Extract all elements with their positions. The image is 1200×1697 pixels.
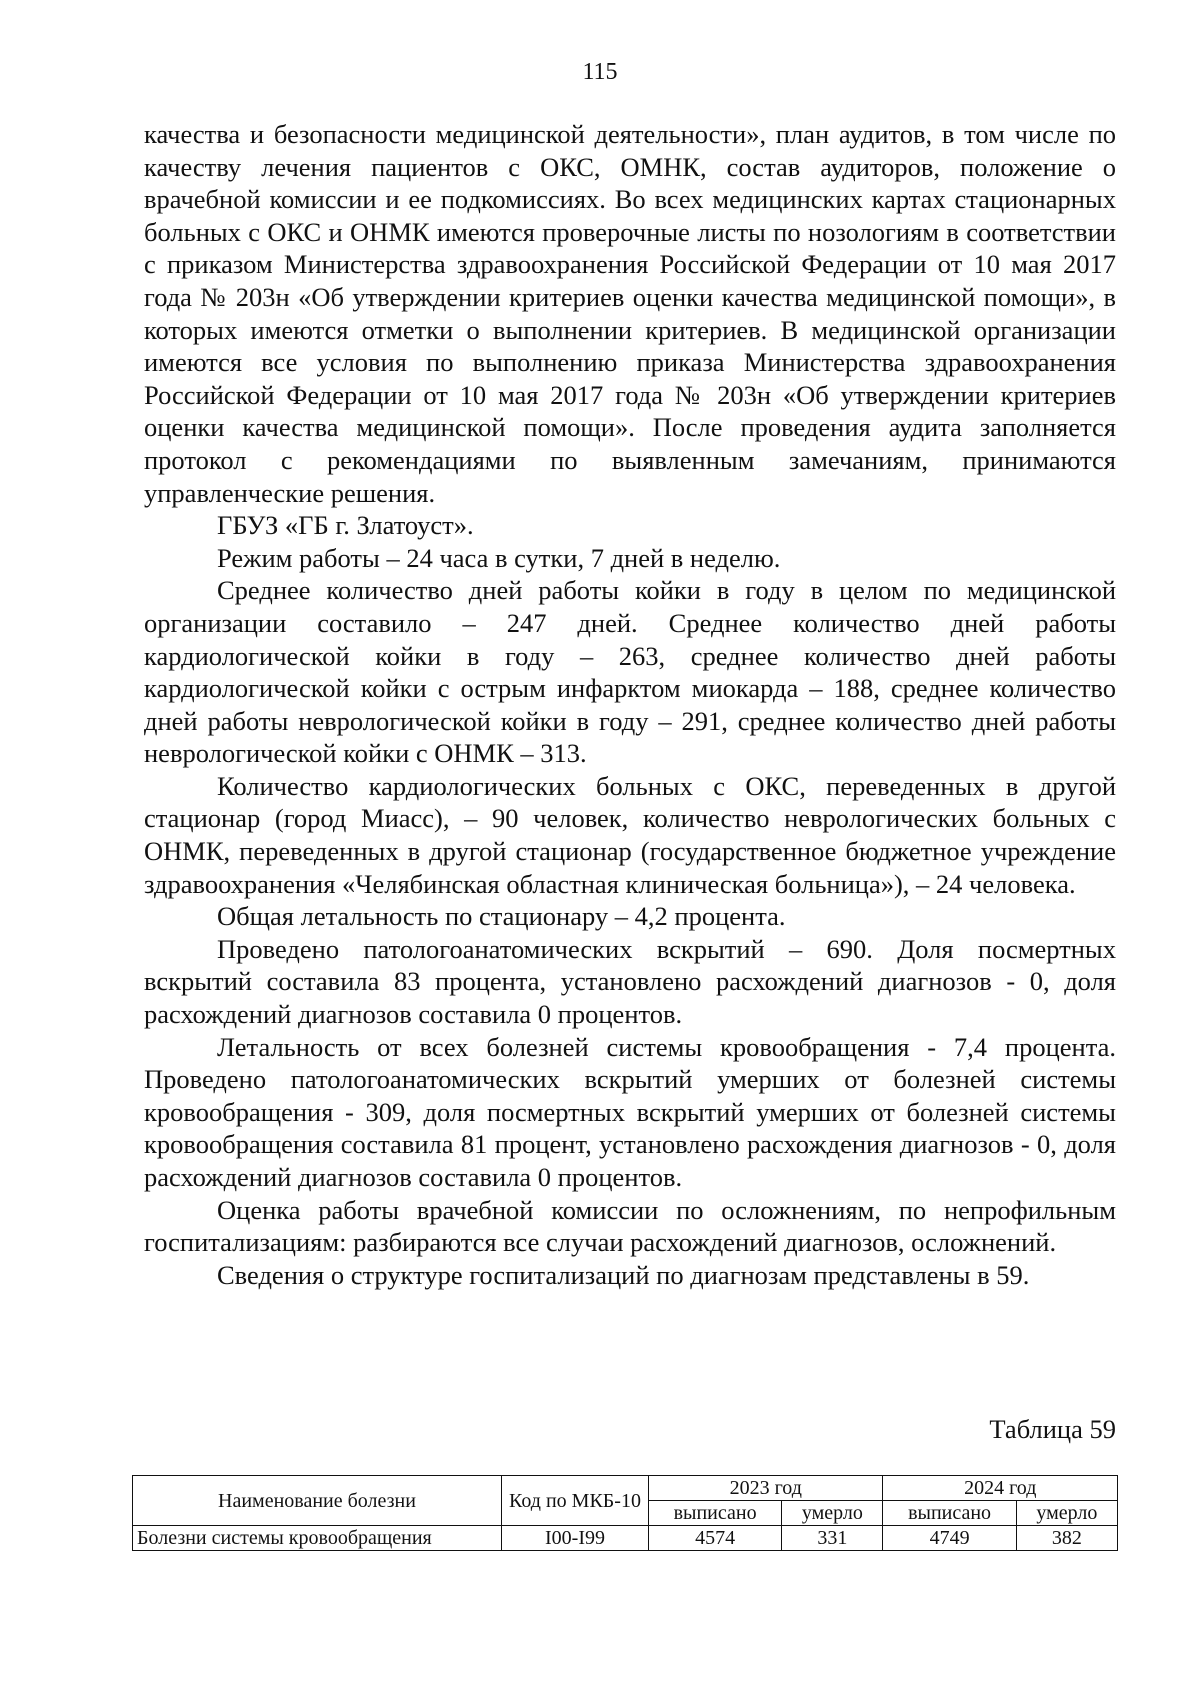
header-year-2023: 2023 год [649, 1476, 883, 1501]
hospitalization-table [132, 1475, 1118, 1551]
subheader-discharged-2024: выписано [883, 1501, 1016, 1526]
subheader-died-2023: умерло [782, 1501, 883, 1526]
paragraph-audit-continuation: качества и безопасности медицинской деятельности», план аудитов, в том числе по качеству лечения пациентов с ОКС, ОМНК, состав аудиторов, положение о врачебной комиссии и ее подкомиссиях. Во всех медицинских картах стационарных больных с ОКС и ОНМК имеются проверочные листы по нозологиям в соответствии с приказом Министерства здравоохранения Российской Федерации от 10 мая 2017 года № 203н «Об утверждении критериев оценки качества медицинской помощи», в которых имеются отметки о выполнении критериев. В медицинской организации имеются все условия по выполнению приказа Министерства здравоохранения Российской Федерации от 10 мая 2017 года № 203н «Об утверждении критериев оценки качества медицинской помощи». После проведения аудита заполняется протокол с рекомендациями по выявленным замечаниям, принимаются управленческие решения. [144, 119, 1116, 508]
header-icd-code: Код по МКБ-10 [502, 1476, 649, 1526]
page-number: 115 [582, 59, 618, 85]
paragraph-work-schedule: Режим работы – 24 часа в сутки, 7 дней в неделю. [217, 542, 781, 573]
table-row [133, 1526, 1118, 1551]
subheader-discharged-2023: выписано [649, 1501, 782, 1526]
paragraph-transfers: Количество кардиологических больных с ОКС, переведенных в другой стационар (город Миасс), – 90 человек, количество неврологических больных с ОНМК, переведенных в другой стационар (государственное бюджетное учреждение здравоохранения «Челябинская областная клиническая больница»), – 24 человека. [144, 770, 1116, 899]
paragraph-autopsies: Проведено патологоанатомических вскрытий – 690. Доля посмертных вскрытий составила 83 процента, установлено расхождений диагнозов - 0, доля расхождений диагнозов составила 0 процентов. [144, 933, 1116, 1030]
paragraph-hospital-name: ГБУЗ «ГБ г. Златоуст». [217, 510, 474, 541]
cell-disease-name: Болезни системы кровообращения [133, 1526, 502, 1551]
paragraph-bed-days: Среднее количество дней работы койки в году в целом по медицинской организации составило – 247 дней. Среднее количество дней работы кардиологической койки в году – 263, среднее количество дней работы кардиологической койки с острым инфарктом миокарда – 188, среднее количество дней работы неврологической койки в году – 291, среднее количество дней работы неврологической койки с ОНМК – 313. [144, 575, 1116, 769]
document-body [144, 118, 1116, 1291]
cell-died-2024: 382 [1016, 1526, 1117, 1551]
paragraph-circulatory-mortality: Летальность от всех болезней системы кровообращения - 7,4 процента. Проведено патологоанатомических вскрытий умерших от болезней системы кровообращения - 309, доля посмертных вскрытий умерших от болезней системы кровообращения составила 81 процент, установлено расхождения диагнозов - 0, доля расхождений диагнозов составила 0 процентов. [144, 1031, 1116, 1192]
paragraph-commission-evaluation: Оценка работы врачебной комиссии по осложнениям, по непрофильным госпитализациям: разбираются все случаи расхождений диагнозов, осложнений. [144, 1194, 1116, 1258]
header-disease-name: Наименование болезни [133, 1476, 502, 1526]
paragraph-total-mortality: Общая летальность по стационару – 4,2 процента. [217, 901, 786, 932]
paragraph-table-reference: Сведения о структуре госпитализаций по диагнозам представлены в 59. [217, 1259, 1030, 1290]
table-caption: Таблица 59 [989, 1414, 1116, 1444]
cell-discharged-2024: 4749 [883, 1526, 1016, 1551]
cell-discharged-2023: 4574 [649, 1526, 782, 1551]
subheader-died-2024: умерло [1016, 1501, 1117, 1526]
cell-icd-code: I00-I99 [502, 1526, 649, 1551]
header-year-2024: 2024 год [883, 1476, 1118, 1501]
table-header-row [133, 1476, 1118, 1501]
cell-died-2023: 331 [782, 1526, 883, 1551]
